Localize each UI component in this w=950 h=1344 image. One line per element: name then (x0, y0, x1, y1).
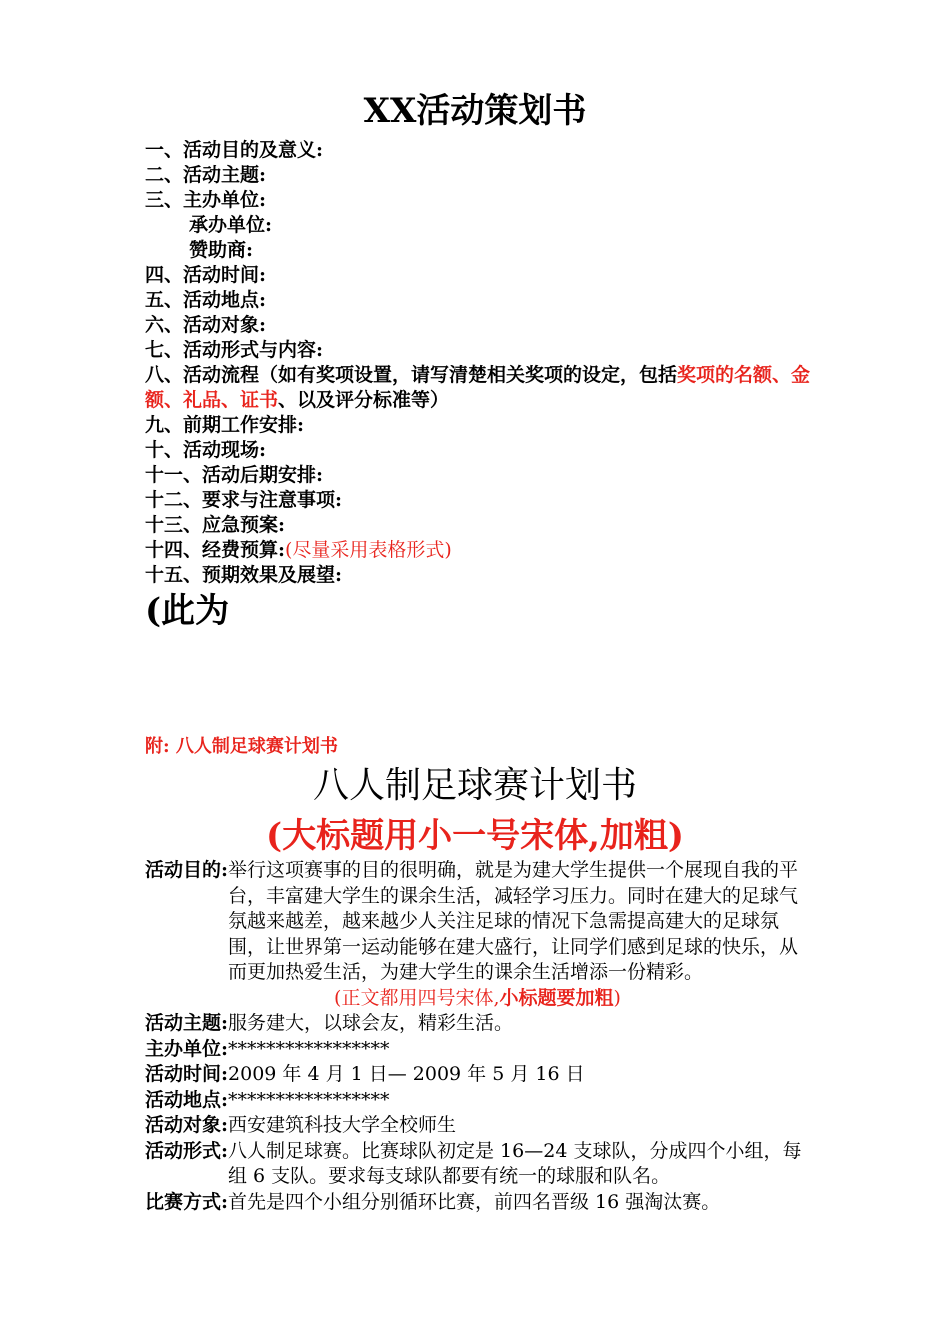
purpose-row (145, 858, 810, 986)
field-label: 活动形式: (145, 1139, 229, 1162)
outline-item: 一、活动目的及意义: (145, 139, 324, 161)
plan-body (145, 858, 810, 1215)
outline-process-tail: 、以及评分标准等） (278, 389, 450, 411)
field-value: 首先是四个小组分别循环比赛，前四名晋级 16 强淘汰赛。 (228, 1190, 721, 1213)
field-label: 主办单位: (145, 1037, 229, 1060)
field-label: 活动对象: (145, 1114, 229, 1136)
purpose-label: 活动目的: (145, 859, 229, 881)
field-row (145, 1037, 810, 1063)
outline-item: 十二、要求与注意事项: (145, 489, 343, 511)
outline-item: 六、活动对象: (145, 314, 267, 336)
field-row (145, 1062, 810, 1088)
body-note-c: ) (613, 986, 621, 1009)
field-row (145, 1113, 810, 1139)
field-value: 西安建筑科技大学全校师生 (228, 1114, 457, 1136)
purpose-text: 举行这项赛事的目的很明确，就是为建大学生提供一个展现自我的平台，丰富建大学生的课余生活，减轻学习压力。同时在建大的足球气氛越来越差，越来越少人关注足球的情况下急需提高建大的足球氛围，让世界第一运动能够在建大盛行，让同学们感到足球的快乐，从而更加热爱生活，为建大学生的课余生活增添一份精彩。 (228, 859, 799, 983)
field-label: 比赛方式: (145, 1190, 229, 1213)
field-value: ***************** (228, 1088, 390, 1111)
outline-item: 赞助商: (189, 239, 254, 261)
field-label: 活动地点: (145, 1088, 229, 1111)
outline-budget-text: 十四、经费预算: (145, 539, 286, 561)
field-value: ***************** (228, 1037, 390, 1060)
outline-process-highlight: 奖项的名额、金额、礼品、证书 (145, 364, 811, 411)
outline-item: 十三、应急预案: (145, 514, 286, 536)
body-note-a: (正文都用四号宋体, (334, 986, 500, 1009)
outline-process-text: 八、活动流程（如有奖项设置，请写清楚相关奖项的设定，包括 (145, 364, 678, 386)
appendix-label: 附: 八人制足球赛计划书 (145, 736, 338, 757)
outline-item: 十一、活动后期安排: (145, 464, 324, 486)
field-label: 活动时间: (145, 1063, 229, 1085)
field-value: 2009 年 4 月 1 日— 2009 年 5 月 16 日 (228, 1063, 585, 1085)
big-note: (此为 (145, 591, 230, 631)
field-value: 服务建大，以球会友，精彩生活。 (228, 1012, 514, 1034)
outline-item: 十、活动现场: (145, 439, 267, 461)
body-note-b: 小标题要加粗 (499, 986, 614, 1009)
outline-item: 七、活动形式与内容: (145, 339, 324, 361)
outline-list (145, 138, 825, 588)
outline-item: 四、活动时间: (145, 264, 267, 286)
field-row (145, 1139, 810, 1190)
outline-item: 十五、预期效果及展望: (145, 564, 343, 586)
outline-item: 九、前期工作安排: (145, 414, 305, 436)
outline-item: 五、活动地点: (145, 289, 267, 311)
field-value: 八人制足球赛。比赛球队初定是 16—24 支球队，分成四个小组，每组 6 支队。要求每支球队都要有统一的球服和队名。 (228, 1139, 802, 1187)
outline-item: 二、活动主题: (145, 164, 267, 186)
outline-item-budget (145, 538, 825, 563)
outline-budget-note: (尽量采用表格形式) (285, 539, 452, 561)
outline-item: 承办单位: (189, 214, 273, 236)
outline-item-process (145, 363, 825, 413)
plan-title-note: (大标题用小一号宋体,加粗) (265, 816, 684, 856)
body-style-note (145, 986, 810, 1012)
field-row (145, 1190, 810, 1216)
field-label: 活动主题: (145, 1012, 229, 1034)
field-row (145, 1088, 810, 1114)
plan-title: 八人制足球赛计划书 (312, 765, 637, 806)
document-title: XX活动策划书 (363, 91, 587, 131)
field-row (145, 1011, 810, 1037)
outline-item: 三、主办单位: (145, 189, 267, 211)
